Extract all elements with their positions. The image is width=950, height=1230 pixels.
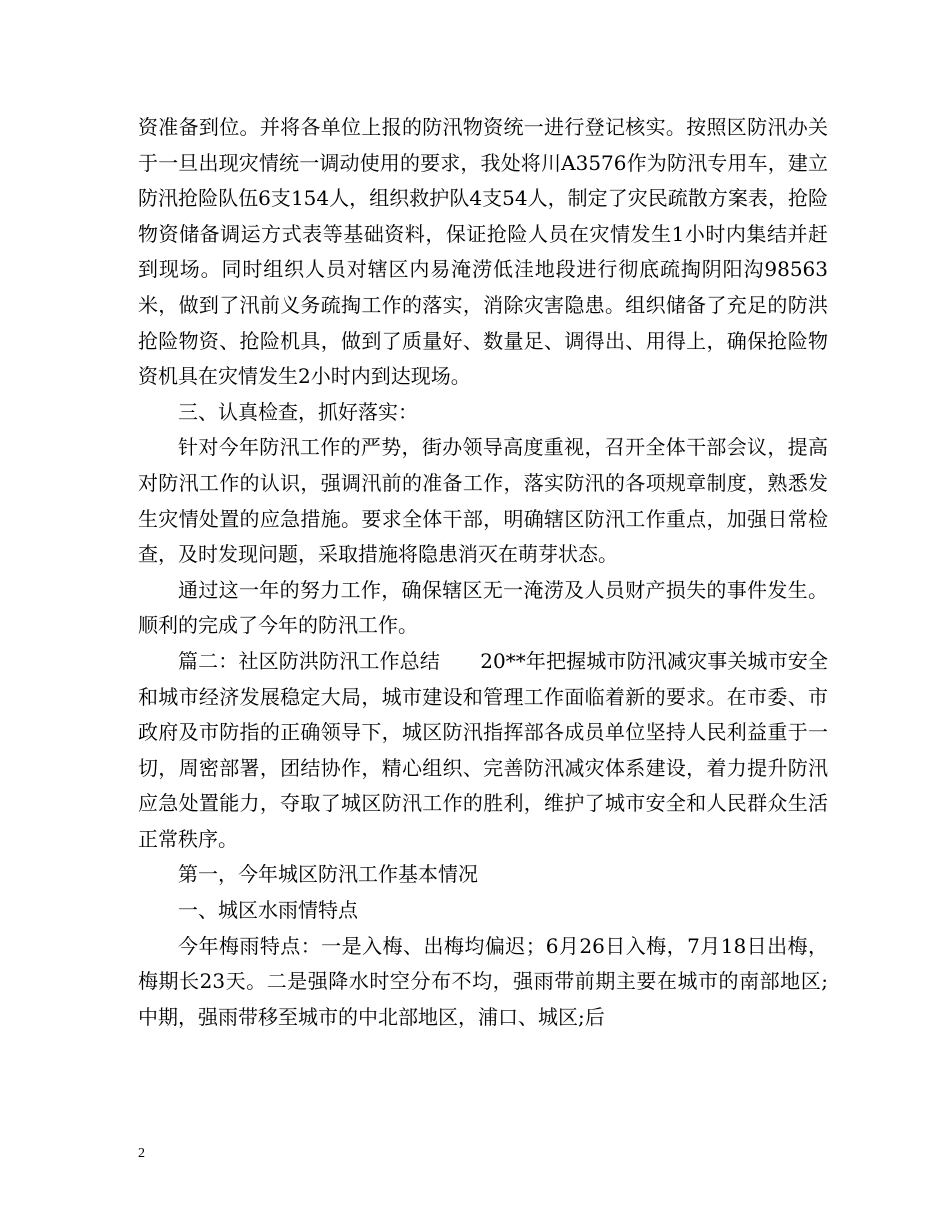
paragraph-5: 今年梅雨特点：一是入梅、出梅均偏迟；6月26日入梅，7月18日出梅，梅期长23天。二是强降水时空分布不均，强雨带前期主要在城市的南部地区;中期，强雨带移至城市的中北部地区，浦口、城区;后 — [138, 933, 828, 1029]
document-body — [138, 110, 828, 1035]
section-heading-3: 三、认真检查，抓好落实： — [178, 399, 418, 424]
section-heading-1: 一、城区水雨情特点 — [178, 898, 358, 923]
page-number: 2 — [138, 1146, 145, 1161]
paragraph-3: 通过这一年的努力工作，确保辖区无一淹涝及人员财产损失的事件发生。顺利的完成了今年的防汛工作。 — [138, 577, 828, 638]
paragraph-2: 针对今年防汛工作的严势，街办领导高度重视，召开全体干部会议，提高对防汛工作的认识，强调汛前的准备工作，落实防汛的各项规章制度，熟悉发生灾情处置的应急措施。要求全体干部，明确辖区防汛工作重点，加强日常检查，及时发现问题，采取措施将隐患消灭在萌芽状态。 — [138, 435, 828, 567]
section-heading-first: 第一，今年城区防汛工作基本情况 — [178, 862, 478, 887]
paragraph-1: 资准备到位。并将各单位上报的防汛物资统一进行登记核实。按照区防汛办关于一旦出现灾情统一调动使用的要求，我处将川A3576作为防汛专用车，建立防汛抢险队伍6支154人，组织救护队4支54人，制定了灾民疏散方案表，抢险物资储备调运方式表等基础资料，保证抢险人员在灾情发生1小时内集结并赶到现场。同时组织人员对辖区内易淹涝低洼地段进行彻底疏掏阴阳沟98563米，做到了汛前义务疏掏工作的落实，消除灾害隐患。组织储备了充足的防洪抢险物资、抢险机具，做到了质量好、数量足、调得出、用得上，确保抢险物资机具在灾情发生2小时内到达现场。 — [138, 115, 828, 389]
paragraph-4: 篇二：社区防洪防汛工作总结 20**年把握城市防汛减灾事关城市安全和城市经济发展稳定大局，城市建设和管理工作面临着新的要求。在市委、市政府及市防指的正确领导下，城区防汛指挥部各成员单位坚持人民利益重于一切，周密部署，团结协作，精心组织、完善防汛减灾体系建设，着力提升防汛应急处置能力，夺取了城区防汛工作的胜利，维护了城市安全和人民群众生活正常秩序。 — [138, 648, 828, 851]
